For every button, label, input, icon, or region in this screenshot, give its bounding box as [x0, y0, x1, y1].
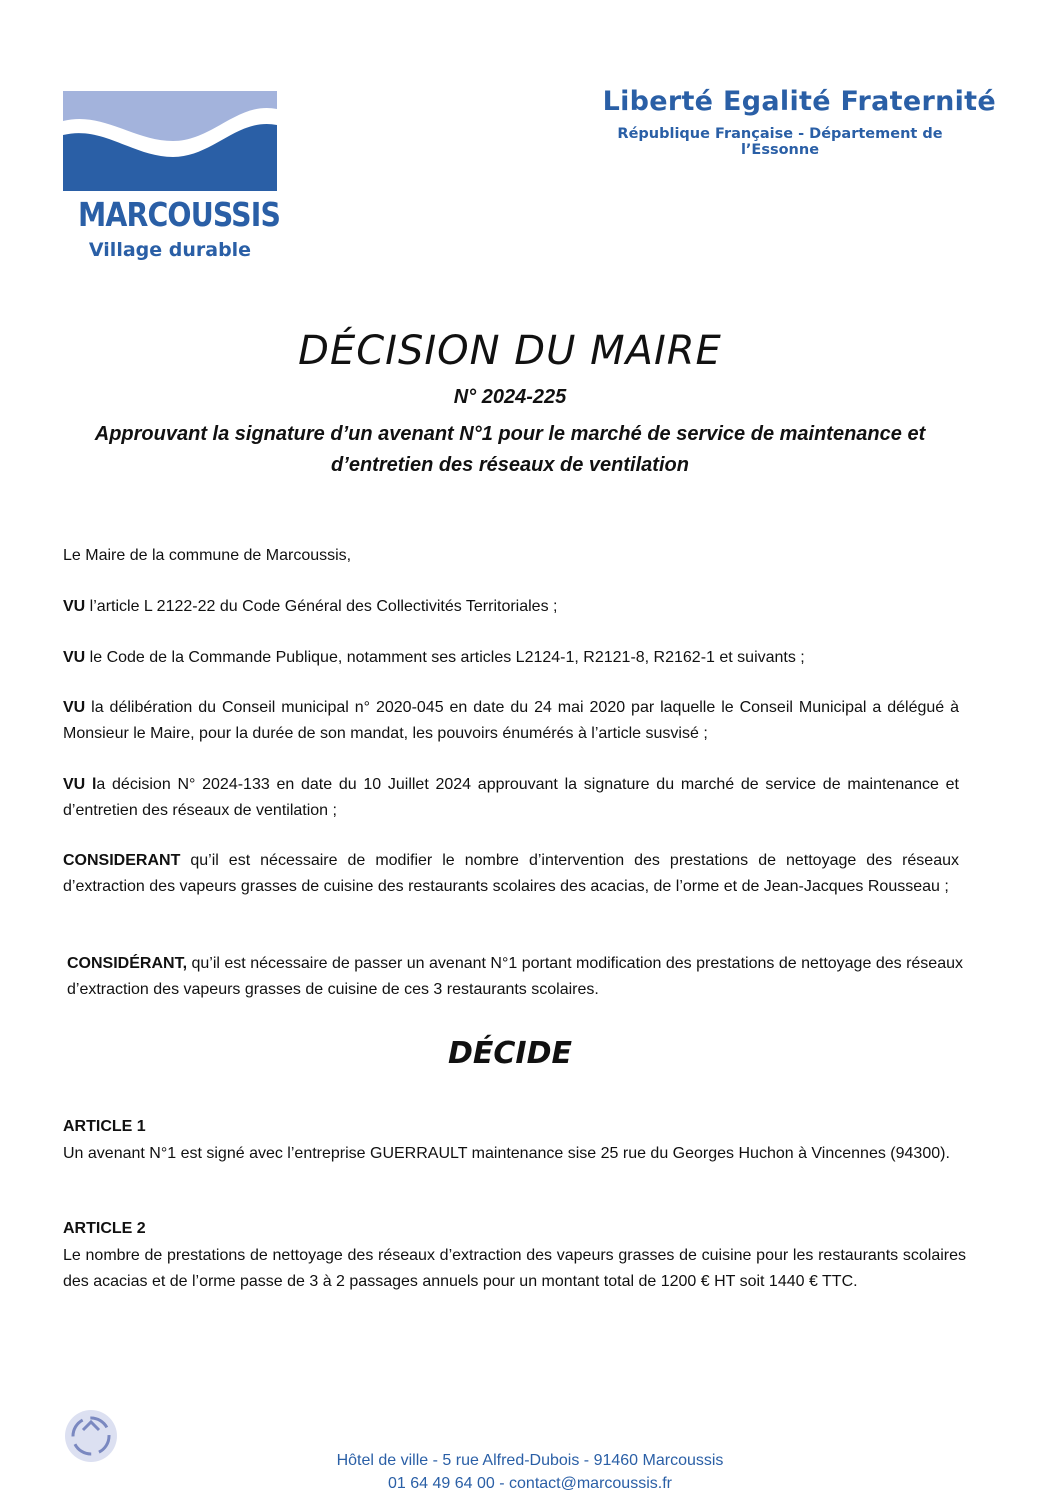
- consideration-text: l’article L 2122-22 du Code Général des Collectivités Territoriales ;: [85, 598, 558, 615]
- marcoussis-logo: [63, 91, 281, 266]
- article-text: Le nombre de prestations de nettoyage des réseaux d’extraction des vapeurs grasses de cuisine pour les restaurants scolaires des acacias et de l’orme passe de 3 à 2 passages annuels pour un montant total de 1200 € HT soit 1440 € TTC.: [63, 1247, 966, 1290]
- article-title: ARTICLE 2: [63, 1220, 146, 1237]
- republic-department-line: République Française - Département de l’Essonne: [617, 126, 943, 158]
- decide-heading: DÉCIDE: [448, 1036, 572, 1071]
- consideration-text: a décision N° 2024-133 en date du 10 Juillet 2024 approuvant la signature du marché de service de maintenance et d’entretien des réseaux de ventilation ;: [63, 776, 959, 819]
- consideration-lead: VU: [63, 699, 86, 716]
- consideration-text: la délibération du Conseil municipal n° 2020-045 en date du 24 mai 2020 par laquelle le Conseil Municipal a délégué à Monsieur le Maire, pour la durée de son mandat, les pouvoirs énumérés à l’article susvisé ;: [63, 699, 959, 742]
- logo-tagline: Village durable: [88, 239, 252, 261]
- logo-wave-graphic: [63, 91, 277, 191]
- decision-subject: Approuvant la signature d’un avenant N°1 pour le marché de service de maintenance et d’entretien des réseaux de ventilation: [94, 423, 926, 476]
- consideration-lead: CONSIDERANT: [63, 852, 181, 869]
- recycle-icon: [63, 1408, 119, 1464]
- footer-contact: 01 64 49 64 00 - contact@marcoussis.fr: [388, 1475, 672, 1492]
- footer-address: Hôtel de ville - 5 rue Alfred-Dubois - 91460 Marcoussis: [336, 1452, 724, 1469]
- consideration-lead: VU l: [63, 776, 97, 793]
- consideration-paragraph: [63, 594, 959, 620]
- consideration-paragraph: [63, 695, 959, 747]
- consideration-lead: VU: [63, 649, 86, 666]
- recycled-paper-stamp: [63, 1408, 119, 1469]
- consideration-text: qu’il est nécessaire de modifier le nombre d’intervention des prestations de nettoyage des réseaux d’extraction des vapeurs grasses de cuisine des restaurants scolaires des acacias, de l’orme et de Jean-Jacques Rousseau ;: [63, 852, 959, 895]
- document-title: DÉCISION DU MAIRE: [298, 328, 722, 374]
- decision-number: N° 2024-225: [453, 386, 567, 408]
- republic-motto: Liberté Egalité Fraternité: [602, 86, 996, 117]
- consideration-paragraph: [63, 848, 959, 900]
- consideration-paragraph: [63, 772, 959, 824]
- consideration-paragraph: [67, 951, 963, 1003]
- article-text: Un avenant N°1 est signé avec l’entreprise GUERRAULT maintenance sise 25 rue du Georges Huchon à Vincennes (94300).: [63, 1145, 950, 1162]
- consideration-paragraph: [63, 645, 959, 671]
- consideration-lead: CONSIDÉRANT,: [67, 955, 188, 972]
- consideration-text: qu’il est nécessaire de passer un avenant N°1 portant modification des prestations de nettoyage des réseaux d’extraction des vapeurs grasses de cuisine de ces 3 restaurants scolaires.: [67, 955, 963, 998]
- logo-name: MARCOUSSIS: [77, 195, 281, 234]
- consideration-lead: VU: [63, 598, 86, 615]
- consideration-text: le Code de la Commande Publique, notamment ses articles L2124-1, R2121-8, R2162-1 et suivants ;: [85, 649, 805, 666]
- article-title: ARTICLE 1: [63, 1118, 146, 1135]
- intro-paragraph: Le Maire de la commune de Marcoussis,: [63, 547, 352, 564]
